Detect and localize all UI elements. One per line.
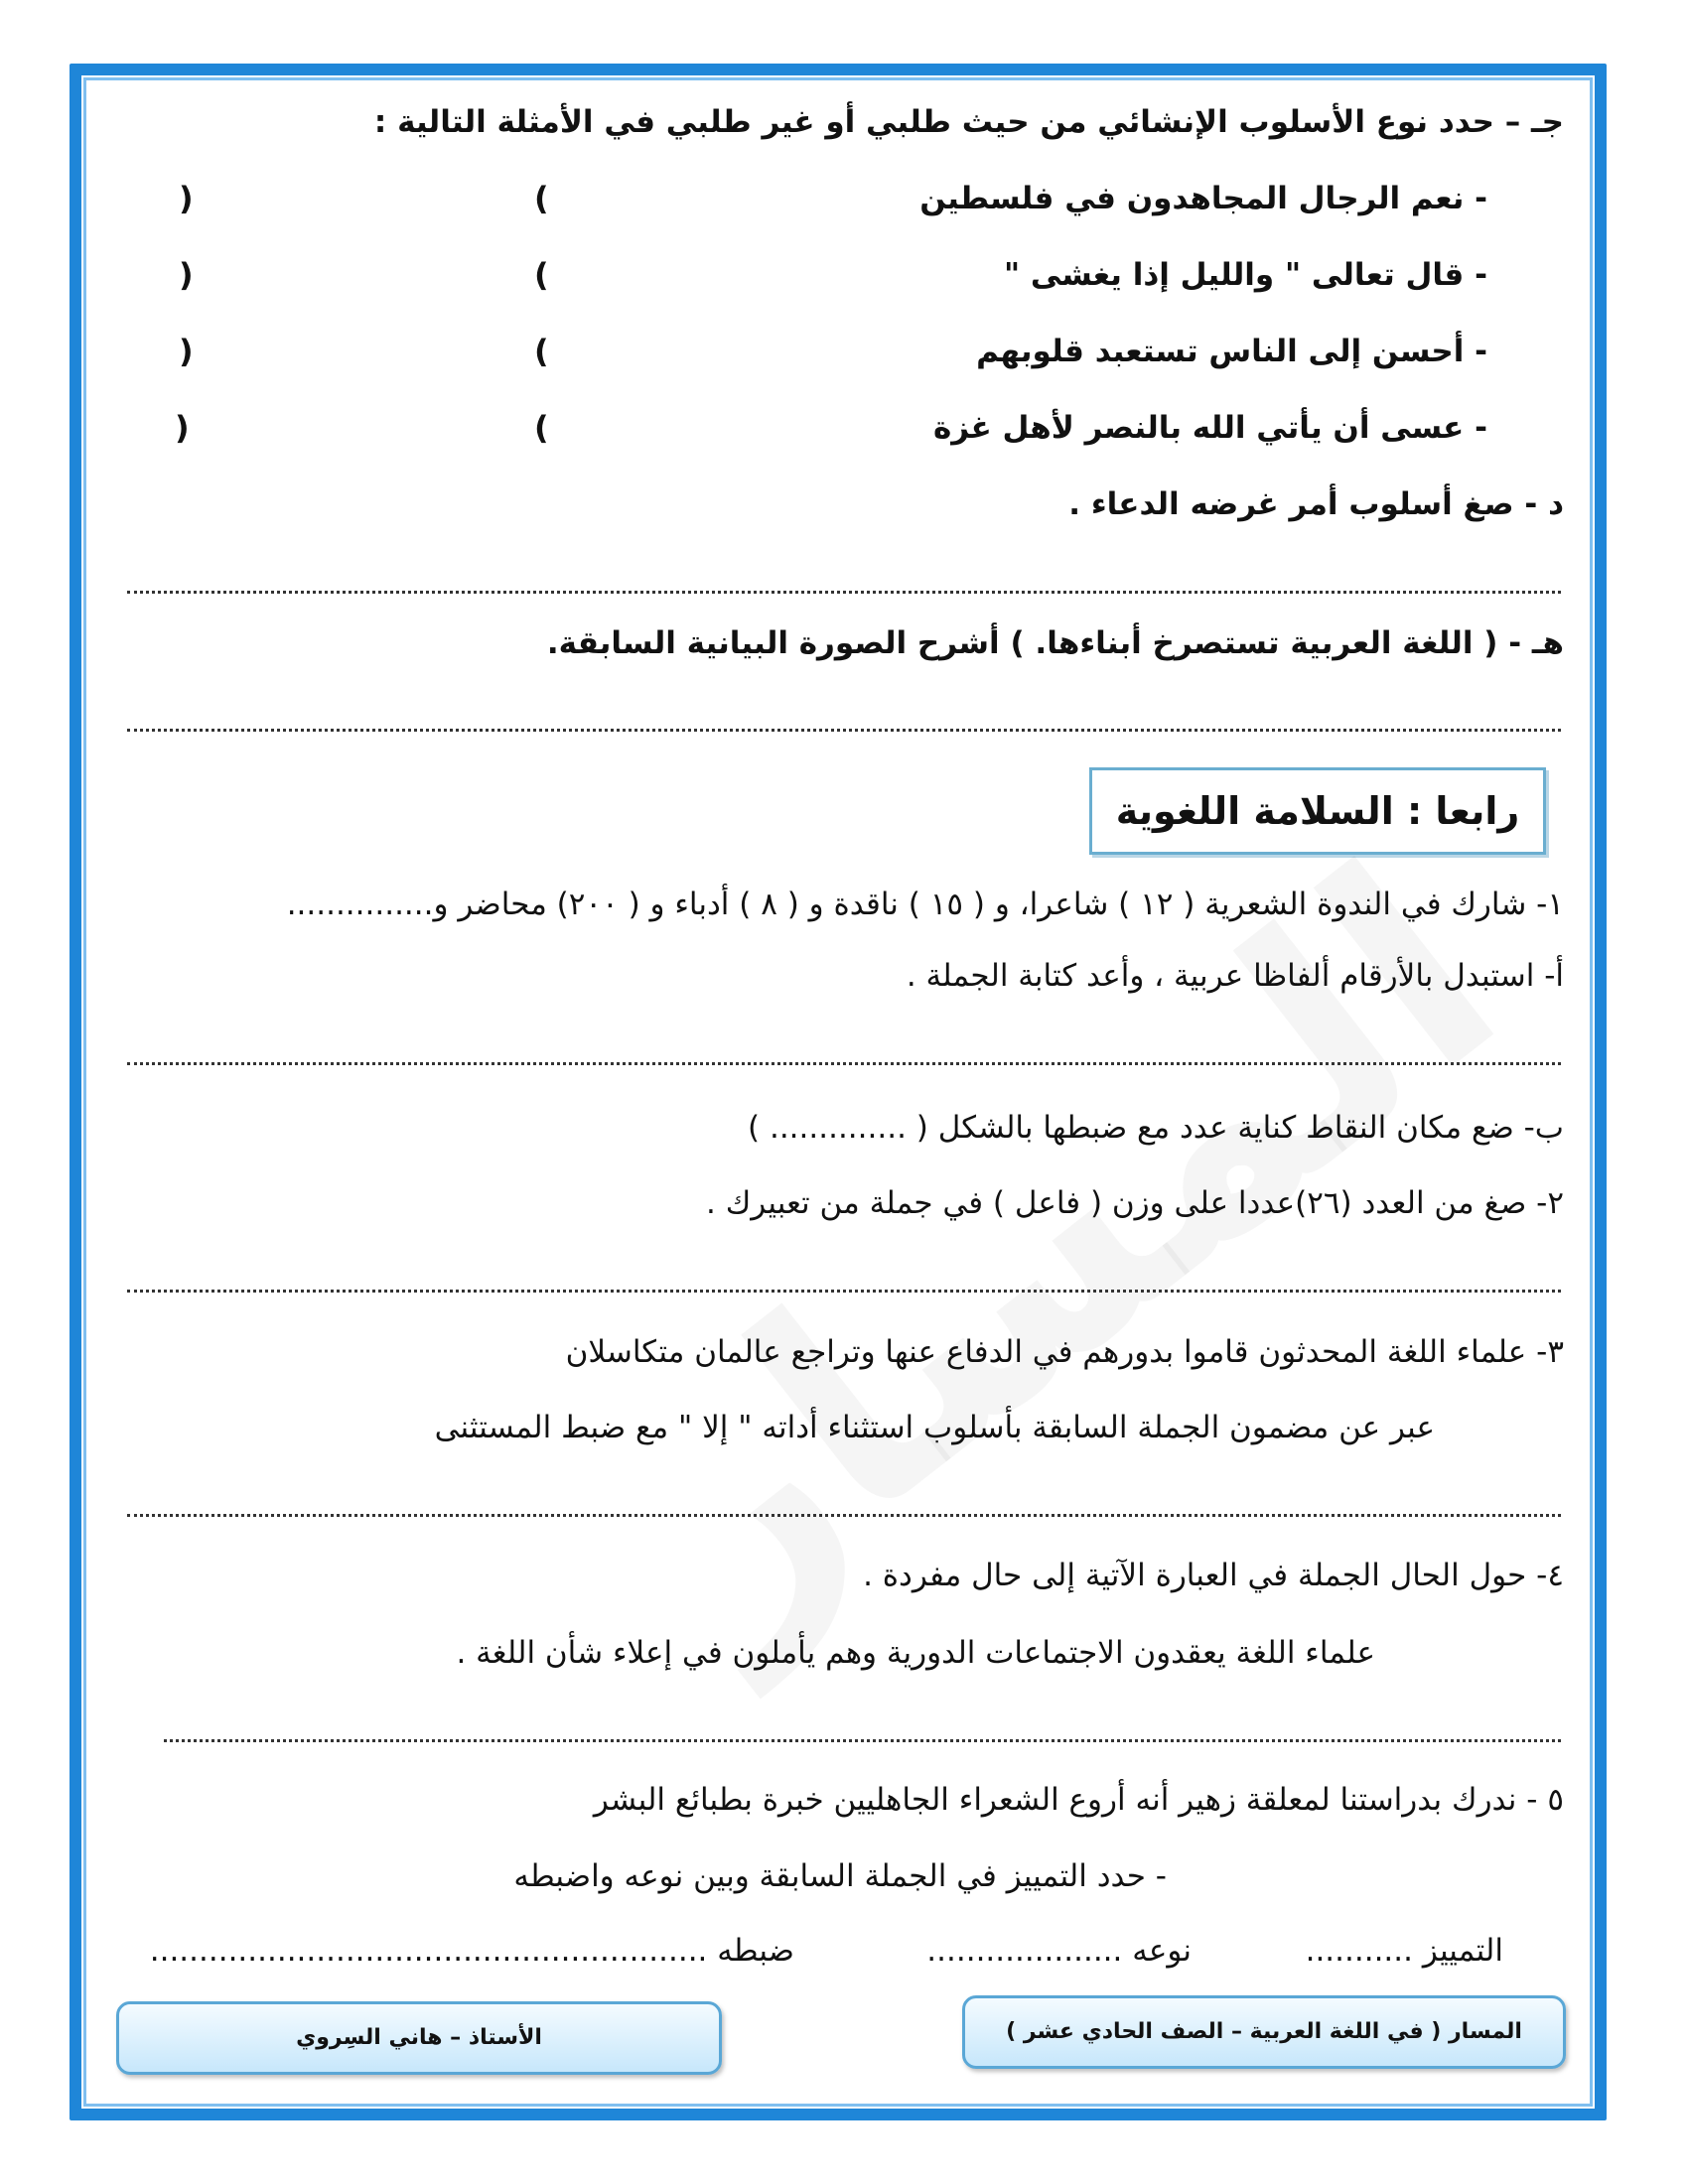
open-paren-1: ( bbox=[534, 180, 549, 217]
q4-text: ٤- حول الحال الجملة في العبارة الآتية إلى حال مفردة . bbox=[863, 1558, 1564, 1593]
q4-sub: علماء اللغة يعقدون الاجتماعات الدورية وهم يأملون في إعلاء شأن اللغة . bbox=[456, 1635, 1375, 1671]
footer-teacher-name: الأستاذ – هاني السِروي bbox=[116, 2001, 722, 2075]
close-paren-2: ) bbox=[179, 256, 194, 294]
answer-line bbox=[127, 1056, 1561, 1065]
close-paren-4: ) bbox=[175, 409, 190, 447]
section-four-title: رابعا : السلامة اللغوية bbox=[1089, 767, 1546, 855]
q5-naw: نوعه .................... bbox=[926, 1933, 1192, 1969]
q5-tamyeez: التمييز ........... bbox=[1305, 1933, 1503, 1969]
answer-line bbox=[127, 1284, 1561, 1293]
section-c-item-4: - عسى أن يأتي الله بالنصر لأهل غزة bbox=[933, 410, 1487, 446]
open-paren-3: ( bbox=[534, 333, 549, 370]
q3-sub: عبر عن مضمون الجملة السابقة بأسلوب استثناء أداته " إلا " مع ضبط المستثنى bbox=[434, 1410, 1435, 1445]
open-paren-4: ( bbox=[534, 409, 549, 447]
q2-text: ٢- صغ من العدد (٢٦)عددا على وزن ( فاعل ) في جملة من تعبيرك . bbox=[706, 1185, 1564, 1221]
section-c-heading: جـ – حدد نوع الأسلوب الإنشائي من حيث طلبي أو غير طلبي في الأمثلة التالية : bbox=[373, 104, 1564, 140]
footer-course-label: المسار ( في اللغة العربية – الصف الحادي عشر ) bbox=[962, 1995, 1566, 2069]
q1-text: ١- شارك في الندوة الشعرية ( ١٢ ) شاعرا، و ( ١٥ ) ناقدة و ( ٨ ) أدباء و ( ٢٠٠) محاضر و............... bbox=[286, 887, 1564, 922]
answer-line bbox=[127, 585, 1561, 594]
q5-sub: - حدد التمييز في الجملة السابقة وبين نوعه واضبطه bbox=[513, 1858, 1167, 1894]
q1-a: أ- استبدل بالأرقام ألفاظا عربية ، وأعد كتابة الجملة . bbox=[906, 958, 1564, 994]
section-h-text: هـ - ( اللغة العربية تستصرخ أبناءها. ) أشرح الصورة البيانية السابقة. bbox=[546, 625, 1564, 661]
section-c-item-1: - نعم الرجال المجاهدون في فلسطين bbox=[919, 181, 1487, 216]
answer-line bbox=[164, 1733, 1561, 1742]
q5-dabt: ضبطه ......................................................... bbox=[149, 1933, 794, 1969]
answer-line bbox=[127, 1508, 1561, 1517]
q3-text: ٣- علماء اللغة المحدثون قاموا بدورهم في الدفاع عنها وتراجع عالمان متكاسلان bbox=[565, 1334, 1564, 1370]
close-paren-3: ) bbox=[179, 333, 194, 370]
section-c-item-2: - قال تعالى " والليل إذا يغشى " bbox=[1003, 257, 1487, 293]
q5-text: ٥ - ندرك بدراستنا لمعلقة زهير أنه أروع الشعراء الجاهليين خبرة بطبائع البشر bbox=[593, 1782, 1564, 1818]
q1-b: ب- ضع مكان النقاط كناية عدد مع ضبطها بالشكل ( .............. ) bbox=[748, 1110, 1564, 1146]
section-c-item-3: - أحسن إلى الناس تستعبد قلوبهم bbox=[976, 334, 1487, 369]
close-paren-1: ) bbox=[179, 180, 194, 217]
answer-line bbox=[127, 723, 1561, 732]
open-paren-2: ( bbox=[534, 256, 549, 294]
section-d-text: د - صغ أسلوب أمر غرضه الدعاء . bbox=[1068, 486, 1564, 522]
